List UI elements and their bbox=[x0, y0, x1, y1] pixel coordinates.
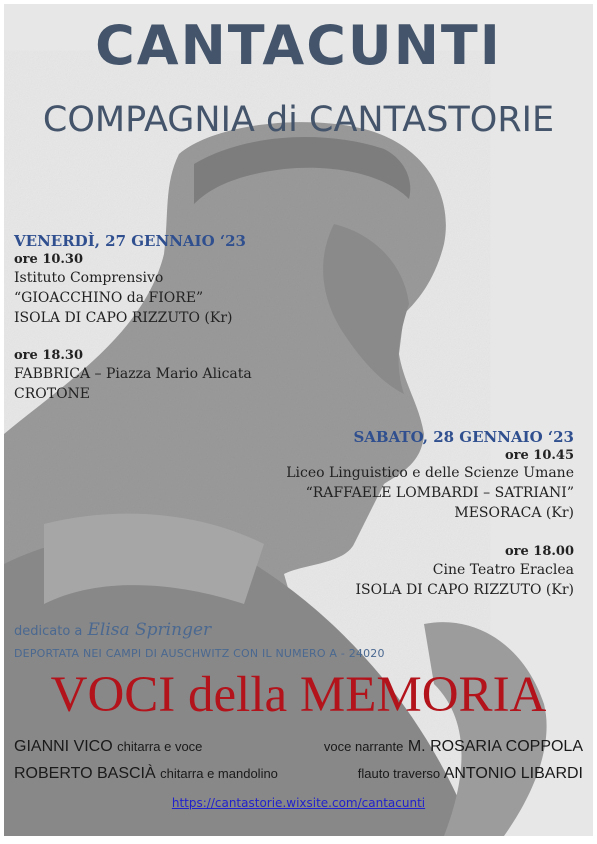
credit-right-2-name: ANTONIO LIBARDI bbox=[443, 765, 583, 782]
saturday-event-1-line-2: “RAFFAELE LOMBARDI – SATRIANI” bbox=[305, 485, 574, 501]
credit-right-1 bbox=[324, 738, 583, 756]
saturday-event-2-time: ore 18.00 bbox=[504, 544, 574, 559]
friday-event-1-line-1: Istituto Comprensivo bbox=[14, 270, 164, 286]
saturday-event-2-line-2: ISOLA DI CAPO RIZZUTO (Kr) bbox=[355, 582, 574, 598]
saturday-event-2-line-1: Cine Teatro Eraclea bbox=[432, 562, 574, 578]
credit-right-2-role: flauto traverso bbox=[357, 766, 441, 781]
credit-right-1-name: M. ROSARIA COPPOLA bbox=[407, 738, 583, 755]
company-subtitle: COMPAGNIA di CANTASTORIE bbox=[42, 100, 555, 140]
show-title: VOCI della MEMORIA bbox=[50, 667, 547, 723]
company-title: CANTACUNTI bbox=[95, 14, 502, 77]
credit-left-2-role: chitarra e mandolino bbox=[160, 766, 278, 781]
credit-left-1-role: chitarra e voce bbox=[117, 739, 203, 754]
credit-left-2-name: ROBERTO BASCIÀ bbox=[14, 765, 156, 782]
friday-event-1-line-3: ISOLA DI CAPO RIZZUTO (Kr) bbox=[14, 310, 233, 326]
website-link[interactable]: https://cantastorie.wixsite.com/cantacunti bbox=[171, 796, 426, 810]
saturday-event-1-line-1: Liceo Linguistico e delle Scienze Umane bbox=[286, 465, 574, 481]
dedication-name: Elisa Springer bbox=[87, 620, 212, 640]
saturday-date: SABATO, 28 GENNAIO ‘23 bbox=[353, 428, 574, 446]
credit-left-1-name: GIANNI VICO bbox=[14, 738, 113, 755]
friday-event-2-line-2: CROTONE bbox=[14, 386, 91, 402]
credit-left-2 bbox=[14, 765, 278, 783]
friday-event-1-line-2: “GIOACCHINO da FIORE” bbox=[14, 290, 204, 306]
friday-event-2-line-1: FABBRICA – Piazza Mario Alicata bbox=[14, 366, 252, 382]
credit-right-2 bbox=[358, 765, 583, 783]
credit-right-1-role: voce narrante bbox=[323, 739, 404, 754]
dedication-line bbox=[14, 620, 211, 640]
deportation-note: DEPORTATA NEI CAMPI DI AUSCHWITZ CON IL NUMERO A - 24020 bbox=[14, 647, 385, 660]
saturday-event-1-time: ore 10.45 bbox=[504, 448, 574, 463]
poster bbox=[4, 4, 593, 836]
friday-event-1-time: ore 10.30 bbox=[14, 252, 84, 267]
dedication-prefix: dedicato a bbox=[14, 624, 83, 639]
credit-left-1 bbox=[14, 738, 202, 756]
friday-date: VENERDÌ, 27 GENNAIO ‘23 bbox=[14, 232, 246, 250]
saturday-event-1-line-3: MESORACA (Kr) bbox=[454, 505, 574, 521]
friday-event-2-time: ore 18.30 bbox=[14, 348, 84, 363]
